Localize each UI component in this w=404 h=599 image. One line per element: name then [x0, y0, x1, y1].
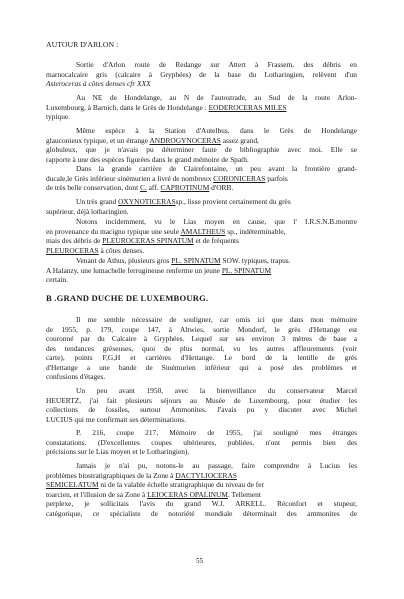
paragraph-line: de 1955, p. 179, coupe 147, à Altwies, sortie Mondorf, le grès d'Hettange est [46, 324, 357, 334]
paragraph-line [46, 183, 233, 193]
section-title: AUTOUR D'ARLON : [46, 40, 119, 49]
text-span: à côtes denses. [100, 245, 145, 255]
paragraph-line [46, 103, 286, 113]
paragraph-line [46, 246, 144, 256]
paragraph-line: d'Hettange a une bande de Sinémurien inférieur qui a posé des problèmes et [46, 362, 357, 372]
text-span: et de fréquents [195, 236, 239, 245]
paragraph-line: catégorique, ce spécialiste de notoriété mondiale déterminait des ammonites de [46, 508, 357, 518]
paragraph-line: couronné par du Calcaire à Gryphées. Lequel sur ses environ 3 mètres de base a [46, 334, 357, 343]
text-span: A Halanzy, une lumachelle ferrugineuse renferme un jeune [46, 265, 220, 275]
paragraph-line: constatations. (D'excellentes coupes ultérieures, publiées, n'ont permis bien des [46, 437, 357, 447]
paragraph-line: globuleux, que je n'avais pu déterminer faute de bibliographie avec moi. Elle se [46, 145, 357, 154]
taxon-name: LEIOCERAS OPALINUM [147, 489, 228, 499]
taxon-name: PL. SPINATUM [171, 256, 221, 265]
paragraph-line [46, 471, 237, 481]
taxon-name: DACTYLIOCERAS [175, 470, 237, 480]
paragraph-line: Dans la grande carrière de Clairefontaine, un peu avant la frontière grand- [76, 164, 357, 173]
paragraph-line [46, 490, 261, 500]
paragraph-line [46, 174, 288, 184]
taxon-name: CAPROTINUM [160, 183, 210, 192]
paragraph-line: collections de fossiles, surtout Ammonites. J'avais pu y discuter avec Michel [46, 405, 357, 414]
paragraph-line: typique. [46, 112, 71, 121]
text-span: . Tellement [227, 489, 261, 499]
paragraph-line: LUCIUS qui me confirmait ses déterminations. [46, 414, 186, 424]
paragraph-line: perplexe, je sollicitais l'avis du grand W.J. ARKELL. Réconfort et stupeur, [46, 499, 357, 508]
paragraph-line [46, 480, 264, 490]
taxon-name: C. [140, 183, 147, 192]
text-span: parfois [267, 173, 288, 183]
paragraph-line: Même espèce à la Station d'Autelbus, dans le Grès de Hondelange [76, 126, 357, 135]
text-span: problèmes biostratigraphiques de la Zone à [46, 470, 174, 480]
text-span: assez grand, [222, 135, 259, 145]
taxon-name: AMALTHEUS [180, 226, 226, 236]
paragraph-line: Jamais je n'ai pu, notons-le au passage, faire comprendre à Lucius les [76, 461, 357, 470]
paragraph-line: HEUERTZ, j'ai fait plusieurs séjours au Musée de Luxembourg, pour étudier les [46, 395, 357, 405]
paragraph-line [46, 79, 151, 89]
paragraph-line: Notons incidemment, vu le Lias moyen en cause, que l' I.R.S.N.B.montre [76, 217, 357, 226]
text-span: d'ORB. [211, 183, 234, 192]
section-heading: B .GRAND DUCHE DE LUXEMBOURG. [46, 293, 209, 303]
text-span: Venant de Athus, plusieurs gros [76, 256, 170, 265]
text-span: mais des débris de [46, 236, 101, 245]
paragraph-line [76, 256, 291, 266]
paragraph-line [46, 266, 271, 276]
paragraph-line: Au NE de Hondelange, au N de l'autostrade, au Sud de la route Arlon- [76, 93, 357, 102]
paragraph-line: confusions d'étages. [46, 372, 106, 381]
paragraph-line: marnocalcaire gris (calcaire à Gryphées) de la base du Lotharingien, relèvent d'un [46, 69, 357, 79]
page-number: 55 [196, 557, 204, 565]
paragraph-line: des tendances gréseuses, quoi de plus normal, vu les autres affleurements (voir [46, 343, 357, 353]
paragraph-line: carte), points F,G,H et carrières d'Hettange. Le bord de la lentille de grès [46, 353, 357, 362]
text-span: ducale,le Grès inférieur sinémurien a livré de nombreux [46, 173, 212, 183]
italic-text: Asteroceras à côtes denses cfr XXX [46, 79, 151, 88]
text-span: sp., lisse provient certainement du grès [175, 197, 291, 206]
taxon-name: ANDROGYNOCERAS [149, 135, 221, 145]
paragraph-line: Un peu avant 1950, avec la bienveillance du conservateur Marcel [76, 386, 357, 395]
text-span: SOW. typiques, trapus. [222, 256, 291, 265]
text-span: de très belle conservation, dont [46, 183, 139, 192]
paragraph-line: certain. [46, 275, 68, 284]
paragraph-line [46, 236, 239, 246]
paragraph-line: Sortie d'Arlon route de Redange sur Attert à Frassem, des débris en [76, 60, 357, 69]
paragraph-line: supérieur, déjà lotharingien. [46, 206, 129, 216]
paragraph-line: précisions sur le Lias moyen et le Lotharingien). [46, 447, 190, 456]
text-span: Luxembourg, à Barnich, dans le Grès de Hondelange : [46, 102, 207, 112]
text-span: sp., indéterminable, [227, 226, 286, 236]
text-span: en provenance du macigno typique une seule [46, 226, 179, 236]
paragraph-line: rapporte à une des espèces figurées dans le grand mémoire de Spath. [46, 154, 249, 164]
taxon-name: PLEUROCERAS [46, 245, 99, 255]
text-span: ni de la valable échelle stratigraphique du niveau de fer [100, 480, 264, 489]
paragraph-line [46, 227, 286, 237]
text-span: toarcien, et l'illusion de sa Zone à [46, 489, 146, 499]
taxon-name: PLEUROCERAS SPINATUM [102, 236, 194, 245]
taxon-name: EODEROCERAS MILES [208, 102, 287, 112]
taxon-name: CORONICERAS [213, 173, 266, 183]
paragraph-line: Il me semble nécessaire de souligner, car omis ici que dans mon mémoire [76, 315, 357, 324]
paragraph-line [46, 136, 259, 146]
text-span: aff. [148, 183, 159, 192]
taxon-name: PL. SPINATUM [221, 265, 272, 275]
text-span: glauconieux typique, et un étrange [46, 135, 148, 145]
text-span: Un très grand [76, 197, 117, 206]
paragraph-line [76, 197, 291, 207]
taxon-name: SEMICELATUM [46, 480, 99, 489]
taxon-name: OXYNOTICERAS [118, 197, 176, 206]
paragraph-line: P. 216, coupe 217, Mémoire de 1955, j'ai souligné mes étranges [76, 428, 357, 437]
